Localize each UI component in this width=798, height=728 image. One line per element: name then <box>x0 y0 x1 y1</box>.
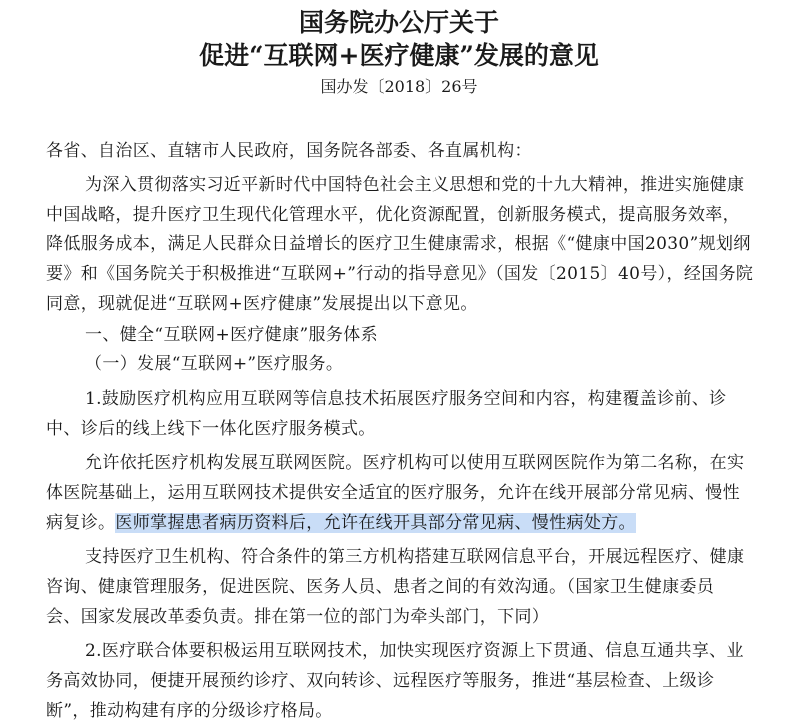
document-number: 国办发〔2018〕26号 <box>320 77 478 96</box>
paragraph-line: 1.鼓励医疗机构应用互联网等信息技术拓展医疗服务空间和内容，构建覆盖诊前、诊 <box>85 389 727 409</box>
paragraph-line: 2.医疗联合体要积极运用互联网技术，加快实现医疗资源上下贯通、信息互通共享、业 <box>85 641 744 661</box>
document-title-line-2: 促进“互联网+医疗健康”发展的意见 <box>199 41 599 70</box>
paragraph-line: 会、国家发展改革委负责。排在第一位的部门为牵头部门，下同） <box>46 607 550 627</box>
subsection-heading: （一）发展“互联网+”医疗服务。 <box>85 354 344 374</box>
paragraph-line: 务高效协同，便捷开展预约诊疗、双向转诊、远程医疗等服务，推进“基层检查、上级诊 <box>46 671 715 691</box>
highlighted-text-selection[interactable]: 医师掌握患者病历资料后，允许在线开具部分常见病、慢性病处方。 <box>115 513 636 533</box>
paragraph-line: 降低服务成本，满足人民群众日益增长的医疗卫生健康需求，根据《“健康中国2030”规划纲 <box>46 234 751 254</box>
paragraph-line-with-selection <box>46 511 786 535</box>
paragraph-line: 要》和《国务院关于积极推进“互联网+”行动的指导意见》（国发〔2015〕40号），经国务院 <box>46 264 754 284</box>
paragraph-line: 断”，推动构建有序的分级诊疗格局。 <box>46 701 333 721</box>
paragraph-line: 允许依托医疗机构发展互联网医院。医疗机构可以使用互联网医院作为第二名称，在实 <box>85 453 745 473</box>
paragraph-line: 中国战略，提升医疗卫生现代化管理水平，优化资源配置，创新服务模式，提高服务效率， <box>46 205 740 225</box>
paragraph-line: 体医院基础上，运用互联网技术提供安全适宜的医疗服务，允许在线开展部分常见病、慢性 <box>46 483 740 503</box>
section-heading: 一、健全“互联网+医疗健康”服务体系 <box>85 325 378 345</box>
paragraph-line: 中、诊后的线上线下一体化医疗服务模式。 <box>46 419 376 439</box>
paragraph-line: 支持医疗卫生机构、符合条件的第三方机构搭建互联网信息平台，开展远程医疗、健康 <box>85 547 745 567</box>
paragraph-line: 咨询、健康管理服务，促进医院、医务人员、患者之间的有效沟通。（国家卫生健康委员 <box>46 577 715 597</box>
document-title-line-1: 国务院办公厅关于 <box>298 8 499 37</box>
salutation: 各省、自治区、直辖市人民政府，国务院各部委、各直属机构： <box>46 141 532 161</box>
paragraph-text: 病复诊。 <box>46 513 116 533</box>
paragraph-line: 为深入贯彻落实习近平新时代中国特色社会主义思想和党的十九大精神，推进实施健康 <box>85 175 745 195</box>
paragraph-line: 同意，现就促进“互联网+医疗健康”发展提出以下意见。 <box>46 294 478 314</box>
